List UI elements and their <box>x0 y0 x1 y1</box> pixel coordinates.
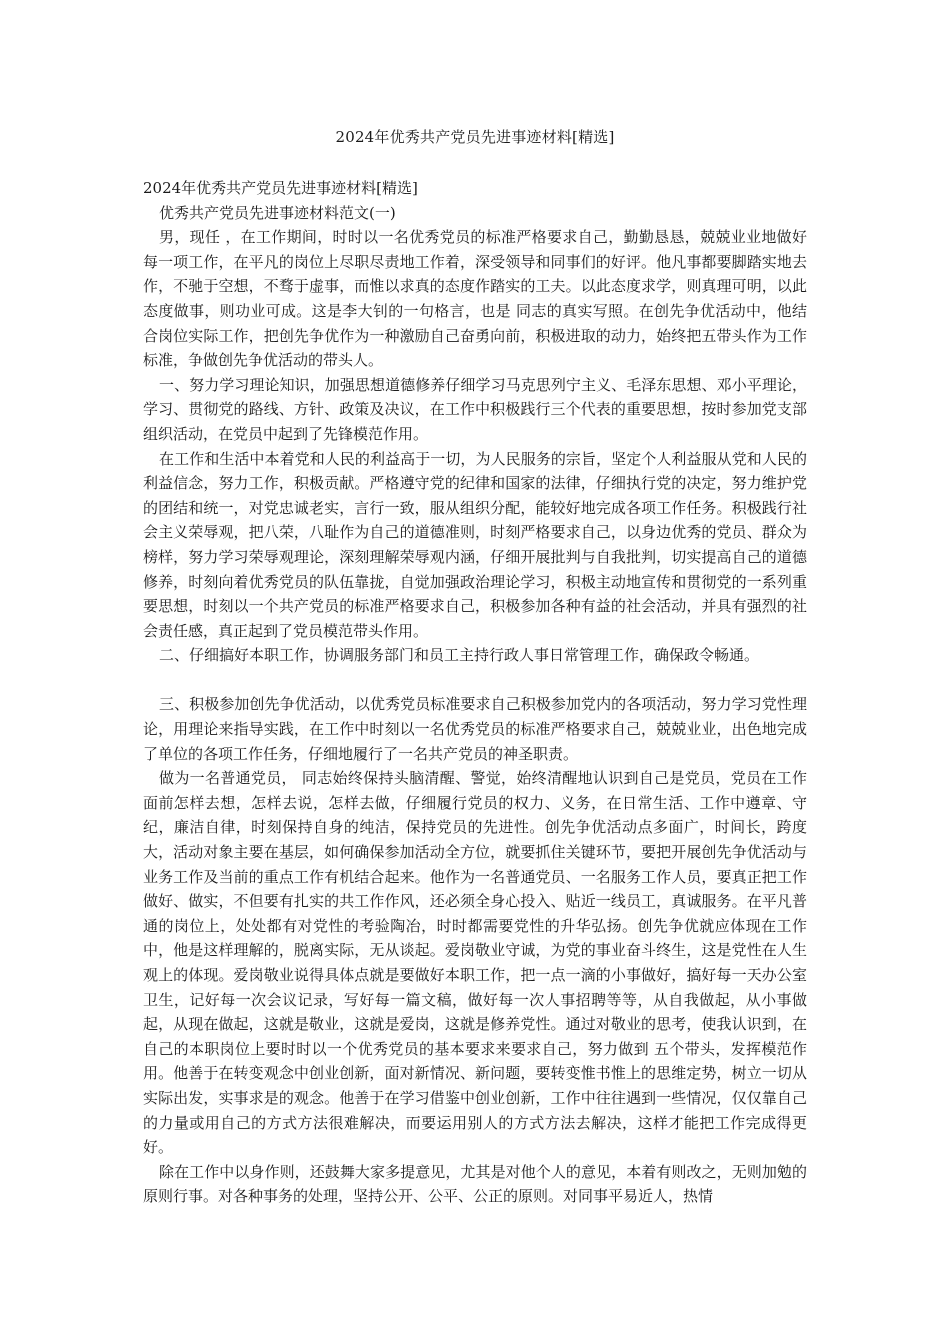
paragraph: 2024年优秀共产党员先进事迹材料[精选] <box>143 179 418 197</box>
paragraph: 除在工作中以身作则，还鼓舞大家多提意见，尤其是对他个人的意见，本着有则改之，无则加勉的原则行事。对各种事务的处理，坚持公开、公平、公正的原则。对同事平易近人，热情 <box>143 1162 807 1206</box>
paragraph: 二、仔细搞好本职工作，协调服务部门和员工主持行政人事日常管理工作，确保政令畅通。 <box>159 646 760 665</box>
paragraph: 一、努力学习理论知识，加强思想道德修养仔细学习马克思列宁主义、毛泽东思想、邓小平理论，学习、贯彻党的路线、方针、政策及决议，在工作中积极践行三个代表的重要思想，按时参加党支部组织活动，在党员中起到了先锋模范作用。 <box>143 375 807 443</box>
document-body <box>143 176 807 1209</box>
paragraph: 优秀共产党员先进事迹材料范文(一) <box>159 203 396 222</box>
paragraph: 做为一名普通党员， 同志始终保持头脑清醒、警觉，始终清醒地认识到自己是党员，党员在工作面前怎样去想，怎样去说，怎样去做，仔细履行党员的权力、义务，在日常生活、工作中遵章、守纪，廉洁自律，时刻保持自身的纯洁，保持党员的先进性。创先争优活动点多面广，时间长，跨度大，活动对象主要在基层，如何确保参加活动全方位，就要抓住关键环节，要把开展创先争优活动与业务工作及当前的重点工作有机结合起来。他作为一名普通党员、一名服务工作人员，要真正把工作做好、做实，不但要有扎实的共工作作风，还必须全身心投入、贴近一线员工，真诚服务。在平凡普通的岗位上，处处都有对党性的考验陶冶，时时都需要党性的升华弘扬。创先争优就应体现在工作中，他是这样理解的，脱离实际，无从谈起。爱岗敬业守诚，为党的事业奋斗终生，这是党性在人生观上的体现。爱岗敬业说得具体点就是要做好本职工作，把一点一滴的小事做好，搞好每一天办公室卫生，记好每一次会议记录，写好每一篇文稿，做好每一次人事招聘等等，从自我做起，从小事做起，从现在做起，这就是敬业，这就是爱岗，这就是修养党性。通过对敬业的思考，使我认识到，在自己的本职岗位上要时时以一个优秀党员的基本要求来要求自己，努力做到 五个带头，发挥模范作用。他善于在转变观念中创业创新，面对新情况、新问题，要转变惟书惟上的思维定势，树立一切从实际出发，实事求是的观念。他善于在学习借鉴中创业创新，工作中往往遇到一些情况，仅仅靠自己的力量或用自己的方式方法很难解决，而要运用别人的方式方法去解决，这样才能把工作完成得更好。 <box>143 769 807 1157</box>
blank-line <box>143 668 807 693</box>
paragraph: 男，现任 ，在工作期间，时时以一名优秀党员的标准严格要求自己，勤勤恳恳，兢兢业业地做好每一项工作，在平凡的岗位上尽职尽责地工作着，深受领导和同事们的好评。他凡事都要脚踏实地去作，不驰于空想，不骛于虚事，而惟以求真的态度作踏实的工夫。以此态度求学，则真理可明，以此态度做事，则功业可成。这是李大钊的一句格言，也是 同志的真实写照。在创先争优活动中，他结合岗位实际工作，把创先争优作为一种激励自己奋勇向前，积极进取的动力，始终把五带头作为工作标准，争做创先争优活动的带头人。 <box>143 228 807 370</box>
paragraph: 在工作和生活中本着党和人民的利益高于一切，为人民服务的宗旨，坚定个人利益服从党和人民的利益信念，努力工作，积极贡献。严格遵守党的纪律和国家的法律，仔细执行党的决定，努力维护党的团结和统一，对党忠诚老实，言行一致，服从组织分配，能较好地完成各项工作任务。积极践行社会主义荣辱观，把八荣，八耻作为自己的道德准则，时刻严格要求自己，以身边优秀的党员、群众为榜样，努力学习荣辱观理论，深刻理解荣辱观内涵，仔细开展批判与自我批判，切实提高自己的道德修养，时刻向着优秀党员的队伍靠拢，自觉加强政治理论学习，积极主动地宣传和贯彻党的一系列重要思想，时刻以一个共产党员的标准严格要求自己，积极参加各种有益的社会活动，并具有强烈的社会责任感，真正起到了党员模范带头作用。 <box>143 449 807 640</box>
document-title: 2024年优秀共产党员先进事迹材料[精选] <box>335 128 615 146</box>
paragraph: 三、积极参加创先争优活动，以优秀党员标准要求自己积极参加党内的各项活动，努力学习党性理论，用理论来指导实践，在工作中时刻以一名优秀党员的标准严格要求自己，兢兢业业，出色地完成了单位的各项工作任务，仔细地履行了一名共产党员的神圣职责。 <box>143 695 807 763</box>
